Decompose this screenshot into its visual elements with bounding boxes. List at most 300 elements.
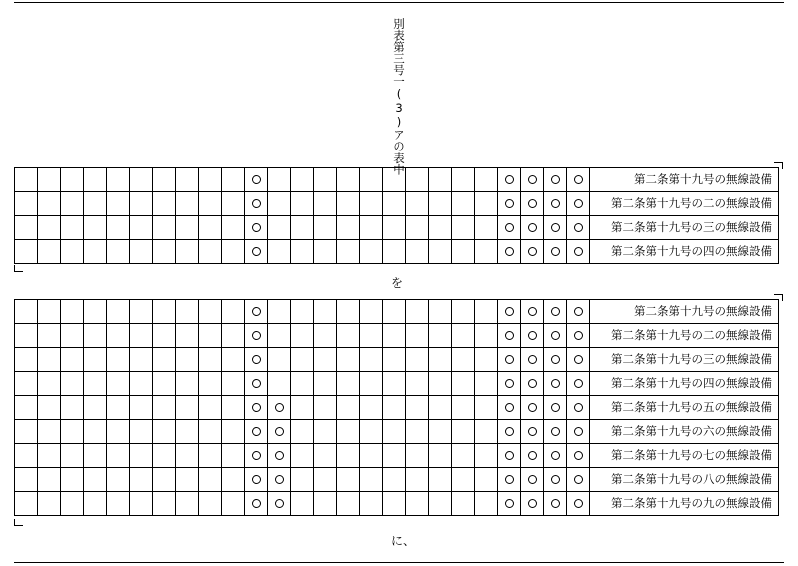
grid-cell	[498, 372, 521, 396]
table-row	[15, 216, 779, 240]
grid-cell	[498, 348, 521, 372]
grid-cell	[222, 444, 245, 468]
grid-cell	[199, 324, 222, 348]
grid-cell	[291, 324, 314, 348]
grid-cell	[498, 468, 521, 492]
grid-cell	[567, 168, 590, 192]
grid-cell	[383, 324, 406, 348]
grid-cell	[107, 372, 130, 396]
grid-cell	[176, 216, 199, 240]
grid-cell	[245, 348, 268, 372]
grid-cell	[61, 372, 84, 396]
grid-cell	[222, 372, 245, 396]
grid-cell	[107, 192, 130, 216]
grid-cell	[406, 420, 429, 444]
grid-cell	[153, 240, 176, 264]
grid-cell	[291, 468, 314, 492]
grid-cell	[245, 324, 268, 348]
circle-mark-icon	[574, 223, 583, 232]
grid-cell	[107, 492, 130, 516]
grid-cell	[314, 168, 337, 192]
grid-cell	[383, 492, 406, 516]
circle-mark-icon	[551, 355, 560, 364]
circle-mark-icon	[505, 355, 514, 364]
grid-cell	[38, 372, 61, 396]
circle-mark-icon	[505, 379, 514, 388]
grid-cell	[84, 420, 107, 444]
grid-cell	[61, 192, 84, 216]
grid-cell	[199, 348, 222, 372]
row-label: 第二条第十九号の二の無線設備	[590, 192, 779, 216]
grid-cell	[84, 348, 107, 372]
circle-mark-icon	[528, 355, 537, 364]
grid-cell	[314, 492, 337, 516]
grid-cell	[222, 216, 245, 240]
circle-mark-icon	[551, 175, 560, 184]
grid-cell	[130, 324, 153, 348]
grid-cell	[429, 300, 452, 324]
grid-cell	[475, 324, 498, 348]
grid-cell	[567, 324, 590, 348]
grid-cell	[222, 492, 245, 516]
grid-cell	[452, 324, 475, 348]
grid-cell	[498, 420, 521, 444]
grid-cell	[475, 444, 498, 468]
row-label: 第二条第十九号の七の無線設備	[590, 444, 779, 468]
grid-cell	[314, 300, 337, 324]
grid-cell	[176, 372, 199, 396]
grid-cell	[107, 216, 130, 240]
grid-cell	[153, 420, 176, 444]
table-row	[15, 240, 779, 264]
grid-cell	[245, 216, 268, 240]
grid-cell	[498, 492, 521, 516]
circle-mark-icon	[551, 403, 560, 412]
top-rule	[14, 2, 784, 3]
grid-cell	[268, 324, 291, 348]
grid-cell	[383, 192, 406, 216]
grid-cell	[360, 396, 383, 420]
row-label: 第二条第十九号の四の無線設備	[590, 240, 779, 264]
grid-cell	[521, 216, 544, 240]
grid-cell	[475, 240, 498, 264]
grid-cell	[544, 444, 567, 468]
grid-cell	[406, 192, 429, 216]
grid-cell	[521, 168, 544, 192]
grid-cell	[337, 372, 360, 396]
grid-cell	[153, 300, 176, 324]
grid-cell	[544, 468, 567, 492]
grid-cell	[176, 348, 199, 372]
grid-cell	[521, 300, 544, 324]
grid-cell	[521, 192, 544, 216]
circle-mark-icon	[528, 223, 537, 232]
circle-mark-icon	[505, 199, 514, 208]
grid-cell	[38, 324, 61, 348]
grid-cell	[84, 372, 107, 396]
circle-mark-icon	[574, 499, 583, 508]
grid-cell	[567, 444, 590, 468]
row-label: 第二条第十九号の九の無線設備	[590, 492, 779, 516]
circle-mark-icon	[252, 475, 261, 484]
grid-cell	[475, 468, 498, 492]
grid-cell	[360, 216, 383, 240]
grid-cell	[153, 348, 176, 372]
grid-cell	[84, 168, 107, 192]
grid-cell	[383, 372, 406, 396]
grid-cell	[84, 324, 107, 348]
grid-cell	[544, 372, 567, 396]
grid-cell	[291, 216, 314, 240]
grid-cell	[268, 216, 291, 240]
grid-cell	[245, 492, 268, 516]
grid-cell	[521, 372, 544, 396]
grid-cell	[429, 348, 452, 372]
grid-cell	[84, 492, 107, 516]
circle-mark-icon	[574, 247, 583, 256]
grid-cell	[452, 192, 475, 216]
grid-cell	[268, 420, 291, 444]
grid-cell	[337, 240, 360, 264]
grid-cell	[84, 396, 107, 420]
grid-cell	[84, 468, 107, 492]
grid-cell	[176, 396, 199, 420]
grid-cell	[567, 372, 590, 396]
table-row	[15, 444, 779, 468]
grid-cell	[268, 492, 291, 516]
grid-cell	[222, 348, 245, 372]
grid-cell	[475, 396, 498, 420]
grid-cell	[61, 324, 84, 348]
row-label: 第二条第十九号の六の無線設備	[590, 420, 779, 444]
grid-cell	[245, 240, 268, 264]
grid-cell	[406, 444, 429, 468]
table-row	[15, 396, 779, 420]
grid-cell	[521, 324, 544, 348]
grid-cell	[567, 396, 590, 420]
circle-mark-icon	[252, 247, 261, 256]
grid-cell	[337, 324, 360, 348]
grid-cell	[314, 372, 337, 396]
grid-cell	[429, 492, 452, 516]
grid-cell	[291, 372, 314, 396]
grid-cell	[521, 240, 544, 264]
grid-cell	[360, 420, 383, 444]
grid-cell	[176, 168, 199, 192]
grid-cell	[544, 396, 567, 420]
circle-mark-icon	[574, 307, 583, 316]
grid-cell	[383, 168, 406, 192]
grid-cell	[176, 492, 199, 516]
grid-cell	[567, 348, 590, 372]
grid-cell	[314, 420, 337, 444]
circle-mark-icon	[275, 403, 284, 412]
grid-cell	[291, 396, 314, 420]
grid-cell	[452, 168, 475, 192]
grid-cell	[498, 324, 521, 348]
circle-mark-icon	[574, 199, 583, 208]
grid-cell	[314, 396, 337, 420]
grid-cell	[452, 372, 475, 396]
grid-cell	[475, 348, 498, 372]
grid-cell	[521, 492, 544, 516]
circle-mark-icon	[528, 331, 537, 340]
circle-mark-icon	[528, 307, 537, 316]
grid-cell	[314, 444, 337, 468]
grid-cell	[475, 492, 498, 516]
row-label: 第二条第十九号の二の無線設備	[590, 324, 779, 348]
circle-mark-icon	[252, 355, 261, 364]
grid-cell	[222, 300, 245, 324]
grid-cell	[15, 468, 38, 492]
grid-cell	[383, 216, 406, 240]
circle-mark-icon	[551, 307, 560, 316]
grid-cell	[567, 492, 590, 516]
grid-cell	[452, 492, 475, 516]
grid-cell	[15, 372, 38, 396]
grid-cell	[130, 420, 153, 444]
grid-cell	[61, 240, 84, 264]
grid-cell	[130, 192, 153, 216]
grid-cell	[38, 348, 61, 372]
grid-cell	[291, 240, 314, 264]
grid-cell	[153, 396, 176, 420]
grid-cell	[38, 492, 61, 516]
grid-cell	[383, 300, 406, 324]
grid-cell	[268, 348, 291, 372]
grid-cell	[222, 324, 245, 348]
grid-cell	[15, 348, 38, 372]
grid-cell	[245, 192, 268, 216]
circle-mark-icon	[551, 331, 560, 340]
grid-cell	[337, 192, 360, 216]
grid-cell	[406, 168, 429, 192]
grid-cell	[360, 348, 383, 372]
circle-mark-icon	[528, 427, 537, 436]
grid-cell	[291, 492, 314, 516]
circle-mark-icon	[505, 403, 514, 412]
connector-wo: を	[391, 276, 404, 290]
circle-mark-icon	[252, 427, 261, 436]
grid-cell	[268, 192, 291, 216]
grid-cell	[199, 444, 222, 468]
grid-cell	[268, 396, 291, 420]
grid-cell	[130, 168, 153, 192]
grid-cell	[544, 492, 567, 516]
grid-cell	[406, 348, 429, 372]
grid-cell	[429, 192, 452, 216]
grid-cell	[199, 192, 222, 216]
grid-cell	[498, 396, 521, 420]
circle-mark-icon	[574, 175, 583, 184]
grid-cell	[452, 300, 475, 324]
grid-cell	[222, 240, 245, 264]
amendment-table-after	[14, 299, 779, 516]
grid-cell	[452, 444, 475, 468]
grid-cell	[383, 240, 406, 264]
grid-cell	[245, 444, 268, 468]
circle-mark-icon	[551, 247, 560, 256]
grid-cell	[314, 324, 337, 348]
grid-cell	[176, 300, 199, 324]
circle-mark-icon	[528, 403, 537, 412]
grid-cell	[15, 444, 38, 468]
circle-mark-icon	[574, 403, 583, 412]
grid-cell	[38, 420, 61, 444]
grid-cell	[107, 396, 130, 420]
grid-cell	[130, 492, 153, 516]
grid-cell	[291, 300, 314, 324]
grid-cell	[199, 168, 222, 192]
grid-cell	[406, 324, 429, 348]
grid-cell	[176, 444, 199, 468]
grid-cell	[199, 396, 222, 420]
row-label: 第二条第十九号の無線設備	[590, 300, 779, 324]
grid-cell	[498, 168, 521, 192]
grid-cell	[429, 324, 452, 348]
grid-cell	[360, 168, 383, 192]
grid-cell	[567, 240, 590, 264]
row-label: 第二条第十九号の無線設備	[590, 168, 779, 192]
row-label: 第二条第十九号の五の無線設備	[590, 396, 779, 420]
grid-cell	[337, 300, 360, 324]
grid-cell	[176, 324, 199, 348]
grid-cell	[314, 192, 337, 216]
grid-cell	[314, 240, 337, 264]
grid-cell	[268, 240, 291, 264]
grid-cell	[475, 372, 498, 396]
row-label: 第二条第十九号の八の無線設備	[590, 468, 779, 492]
grid-cell	[429, 420, 452, 444]
grid-cell	[199, 492, 222, 516]
grid-cell	[360, 468, 383, 492]
amendment-table-before	[14, 167, 779, 264]
circle-mark-icon	[252, 175, 261, 184]
grid-cell	[544, 420, 567, 444]
grid-cell	[222, 168, 245, 192]
circle-mark-icon	[252, 499, 261, 508]
grid-cell	[222, 468, 245, 492]
grid-cell	[199, 420, 222, 444]
grid-cell	[199, 300, 222, 324]
grid-cell	[107, 468, 130, 492]
grid-cell	[544, 324, 567, 348]
circle-mark-icon	[528, 247, 537, 256]
grid-cell	[544, 168, 567, 192]
grid-cell	[544, 240, 567, 264]
grid-cell	[15, 492, 38, 516]
grid-cell	[521, 444, 544, 468]
grid-cell	[199, 240, 222, 264]
grid-cell	[291, 168, 314, 192]
grid-cell	[38, 216, 61, 240]
grid-cell	[406, 396, 429, 420]
grid-cell	[383, 396, 406, 420]
grid-cell	[314, 468, 337, 492]
grid-cell	[38, 192, 61, 216]
grid-cell	[107, 300, 130, 324]
grid-cell	[429, 396, 452, 420]
table-row	[15, 300, 779, 324]
row-label: 第二条第十九号の三の無線設備	[590, 216, 779, 240]
grid-cell	[38, 168, 61, 192]
grid-cell	[521, 348, 544, 372]
circle-mark-icon	[505, 475, 514, 484]
grid-cell	[429, 240, 452, 264]
grid-cell	[498, 192, 521, 216]
grid-cell	[38, 300, 61, 324]
grid-cell	[360, 240, 383, 264]
grid-cell	[130, 468, 153, 492]
circle-mark-icon	[574, 475, 583, 484]
grid-cell	[360, 300, 383, 324]
grid-cell	[61, 468, 84, 492]
table-row	[15, 468, 779, 492]
grid-cell	[544, 348, 567, 372]
grid-cell	[291, 420, 314, 444]
grid-cell	[15, 396, 38, 420]
grid-cell	[130, 240, 153, 264]
circle-mark-icon	[505, 307, 514, 316]
circle-mark-icon	[574, 427, 583, 436]
circle-mark-icon	[252, 451, 261, 460]
grid-cell	[176, 420, 199, 444]
circle-mark-icon	[252, 331, 261, 340]
grid-cell	[521, 396, 544, 420]
grid-cell	[130, 300, 153, 324]
table-row	[15, 348, 779, 372]
grid-cell	[521, 420, 544, 444]
grid-cell	[38, 444, 61, 468]
grid-cell	[452, 240, 475, 264]
grid-cell	[429, 372, 452, 396]
grid-cell	[429, 216, 452, 240]
grid-cell	[84, 192, 107, 216]
table-2-corner-mark-bottom	[14, 519, 23, 526]
grid-cell	[406, 300, 429, 324]
grid-cell	[130, 372, 153, 396]
circle-mark-icon	[528, 379, 537, 388]
grid-cell	[61, 348, 84, 372]
table-row	[15, 420, 779, 444]
grid-cell	[360, 192, 383, 216]
grid-cell	[337, 492, 360, 516]
page-title: 別表第三号一(3)アの表中	[392, 18, 406, 175]
grid-cell	[176, 468, 199, 492]
grid-cell	[452, 396, 475, 420]
bottom-rule	[14, 562, 784, 563]
grid-cell	[521, 468, 544, 492]
grid-cell	[176, 240, 199, 264]
grid-cell	[84, 300, 107, 324]
grid-cell	[452, 216, 475, 240]
circle-mark-icon	[528, 475, 537, 484]
connector-ni: に、	[391, 534, 416, 548]
grid-cell	[245, 420, 268, 444]
circle-mark-icon	[551, 499, 560, 508]
grid-cell	[406, 216, 429, 240]
grid-cell	[406, 468, 429, 492]
grid-cell	[245, 300, 268, 324]
grid-cell	[130, 348, 153, 372]
grid-cell	[567, 300, 590, 324]
grid-cell	[15, 324, 38, 348]
grid-cell	[61, 300, 84, 324]
grid-cell	[153, 168, 176, 192]
grid-cell	[452, 348, 475, 372]
grid-cell	[15, 240, 38, 264]
grid-cell	[153, 468, 176, 492]
